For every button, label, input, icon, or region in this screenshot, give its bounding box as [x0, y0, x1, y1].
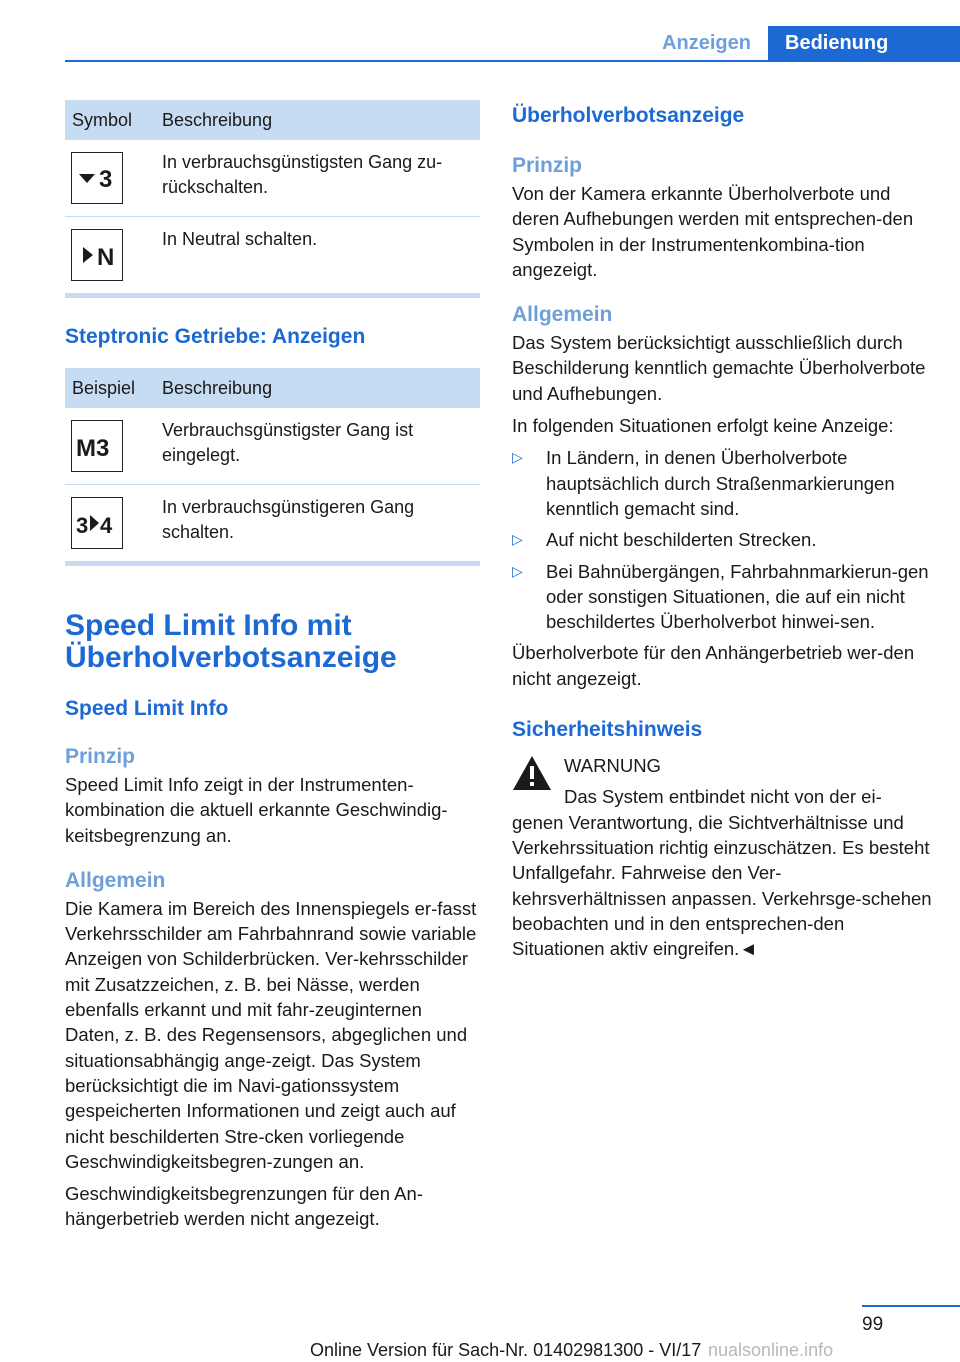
table-cell-description: In Neutral schalten.	[162, 229, 318, 249]
gear-m3-icon	[71, 420, 123, 472]
speed-limit-title: Speed Limit Info mit Überholverbotsanzeige	[65, 609, 397, 674]
safety-heading: Sicherheitshinweis	[512, 718, 703, 742]
steptronic-heading: Steptronic Getriebe: Anzeigen	[65, 325, 366, 348]
ueberholverbot-allgemein-heading: Allgemein	[512, 303, 613, 327]
list-item	[512, 559, 932, 635]
header-tab-anzeigen: Anzeigen	[646, 26, 768, 61]
svg-text:3: 3	[99, 166, 113, 191]
steptronic-table	[65, 368, 480, 561]
table-header-row	[65, 100, 480, 140]
right-column	[512, 100, 932, 961]
list-item-text: Bei Bahnübergängen, Fahrbahnmarkierun-gen oder sonstigen Situationen, die auf ein nicht beschildertes Überholverbot hinwei-sen.	[546, 560, 929, 633]
ueberholverbot-prinzip-heading: Prinzip	[512, 154, 583, 177]
warning-text: Das System entbindet nicht von der ei-genen Verantwortung, die Sichtverhältnisse und Verkehrssituation richtig einzuschätzen. Es besteht Unfallgefahr. Fahrweise den Ver-kehrsverhältnissen anpassen. Verkehrsge-schehen beobachten und in den entsprechen-den Situationen aktiv eingreifen.◄	[512, 786, 932, 960]
footer-rule	[862, 1305, 960, 1307]
table-end-rule	[65, 293, 480, 298]
table-end-rule	[65, 561, 480, 566]
ueberholverbot-situations-intro: In folgenden Situationen erfolgt keine Anzeige:	[512, 415, 894, 437]
table-header-row	[65, 368, 480, 408]
header-rule	[65, 60, 960, 62]
ueberholverbot-trailer-text: Überholverbote für den Anhängerbetrieb wer-den nicht angezeigt.	[512, 642, 915, 689]
ueberholverbot-prinzip-text: Von der Kamera erkannte Überholverbote und deren Aufhebungen werden mit entsprechen-den Symbolen in der Instrumentenkombina-tion angezeigt.	[512, 183, 914, 280]
table-cell-description: In verbrauchsgünstigeren Gang schalten.	[162, 497, 415, 542]
table-header-description: Beschreibung	[154, 100, 480, 140]
table-cell-description: Verbrauchsgünstigster Gang ist eingelegt.	[154, 408, 480, 485]
triangle-bullet-icon: ▷	[512, 562, 523, 579]
shift-down-to-3-icon	[71, 152, 123, 204]
shift-3-to-4-icon	[71, 497, 123, 549]
situations-list	[512, 445, 932, 634]
ueberholverbot-heading: Überholverbotsanzeige	[512, 104, 745, 127]
speed-limit-subheading: Speed Limit Info	[65, 697, 229, 720]
online-version-text: Online Version für Sach-Nr. 01402981300 - VI/17	[310, 1340, 702, 1360]
list-item	[512, 445, 932, 521]
list-item-text: Auf nicht beschilderten Strecken.	[546, 529, 817, 551]
speed-limit-allgemein-heading: Allgemein	[65, 868, 166, 892]
table-row	[65, 408, 480, 485]
triangle-bullet-icon: ▷	[512, 449, 523, 466]
page-header	[646, 26, 960, 61]
svg-text:4: 4	[100, 513, 113, 536]
gear-shift-table	[65, 100, 480, 293]
table-cell-description: In verbrauchsgünstigsten Gang zu-rückschalten.	[154, 140, 480, 217]
ueberholverbot-allgemein-text: Das System berücksichtigt ausschließlich durch Beschilderung kenntlich gemachte Überholverbote und Aufhebungen.	[512, 332, 926, 404]
triangle-bullet-icon: ▷	[512, 531, 523, 548]
table-header-example: Beispiel	[65, 368, 154, 408]
warning-box	[512, 753, 932, 961]
warning-label: WARNUNG	[564, 755, 661, 777]
table-header-description: Beschreibung	[154, 368, 480, 408]
svg-text:N: N	[97, 244, 115, 268]
svg-text:3: 3	[76, 513, 89, 536]
speed-limit-prinzip-text: Speed Limit Info zeigt in der Instrumenten-kombination die aktuell erkannte Geschwindig-keitsbegrenzung an.	[65, 774, 448, 846]
speed-limit-allgemein-text: Die Kamera im Bereich des Innenspiegels er-fasst Verkehrsschilder am Fahrbahnrand sowie variable Anzeigen von Schilderbrücken. Ver-kehrsschilder mit Zusatzzeichen, z. B. bei Nässe, werden ebenfalls erkannt und mit fahr-zeuginternen Daten, z. B. des Regensensors, abgeglichen und situationsabhängig ange-zeigt. Das System berücksichtigt die im Navi-gationssystem gespeicherten Informationen und zeigt auch auf nicht beschilderten Stre-cken vorliegende Geschwindigkeitsbegren-zungen an.	[65, 897, 477, 1172]
shift-to-neutral-icon	[71, 229, 123, 281]
warning-triangle-icon	[512, 755, 552, 791]
watermark: nualsonline.info	[708, 1340, 834, 1360]
speed-limit-trailer-text: Geschwindigkeitsbegrenzungen für den An-hängerbetrieb werden nicht angezeigt.	[65, 1183, 423, 1230]
table-row	[65, 485, 480, 562]
speed-limit-prinzip-heading: Prinzip	[65, 745, 136, 768]
list-item-text: In Ländern, in denen Überholverbote hauptsächlich durch Straßenmarkierungen kenntlich gemacht sind.	[546, 447, 895, 519]
page-number: 99	[862, 1314, 884, 1335]
svg-text:M3: M3	[76, 435, 110, 459]
list-item	[512, 527, 932, 552]
table-row	[65, 217, 480, 294]
header-tab-bedienung: Bedienung	[768, 26, 960, 61]
table-header-symbol: Symbol	[65, 100, 154, 140]
left-column	[65, 100, 480, 1232]
table-row	[65, 140, 480, 217]
